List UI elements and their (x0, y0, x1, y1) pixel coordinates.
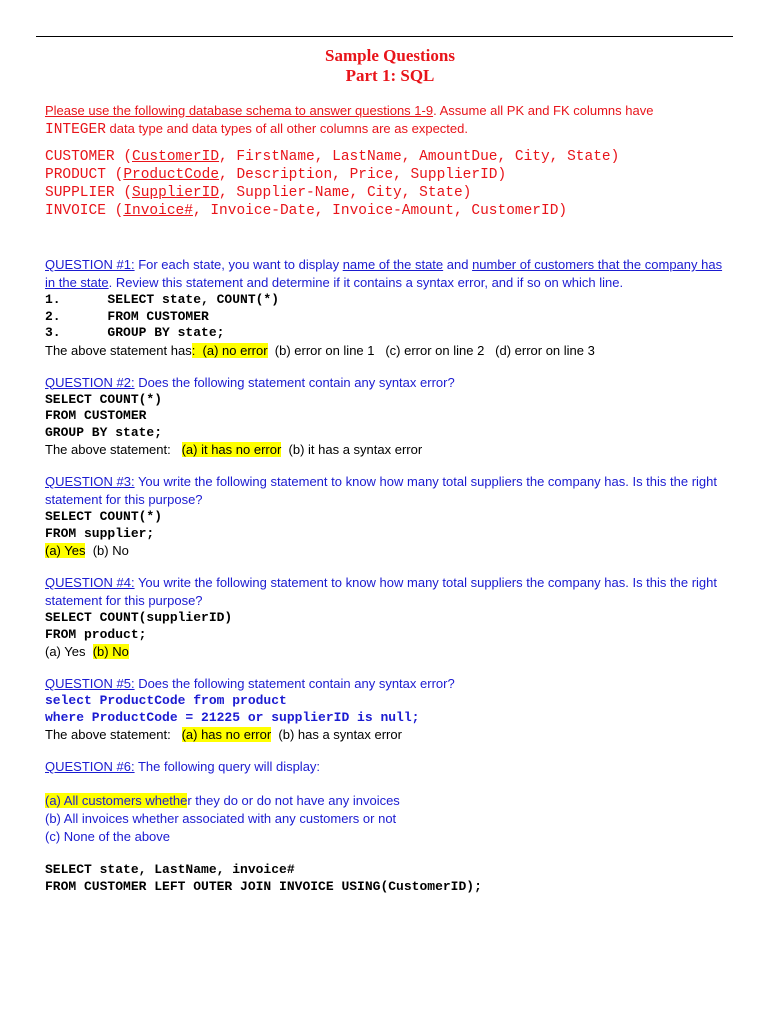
question-3-code-line-1: SELECT COUNT(*) (45, 509, 163, 524)
schema-line-customer: CUSTOMER (CustomerID, FirstName, LastName, AmountDue, City, State) (45, 149, 620, 165)
intro-integer: INTEGER (45, 122, 106, 138)
question-2-prompt: QUESTION #2: Does the following statement contain any syntax error? (45, 374, 455, 390)
page-subtitle: Part 1: SQL (345, 66, 435, 85)
question-3 (45, 473, 735, 560)
document-page (45, 46, 735, 895)
question-5 (45, 675, 735, 744)
question-1-code-line-1: 1. SELECT state, COUNT(*) (45, 292, 280, 307)
question-3-prompt: QUESTION #3: You write the following statement to know how many total suppliers the company has. Is this the right statement for this purpose? (45, 474, 718, 507)
question-5-prompt: QUESTION #5: Does the following statement contain any syntax error? (45, 676, 455, 691)
question-3-code-line-2: FROM supplier; (45, 525, 155, 541)
question-6-option-a: (a) All customers whether they do or do not have any invoices (45, 793, 400, 808)
question-4-answer: (a) Yes (b) No (45, 644, 129, 659)
question-6 (45, 758, 735, 895)
question-1-code-line-3: 3. GROUP BY state; (45, 325, 225, 340)
question-6-option-b: (b) All invoices whether associated with any customers or not (45, 811, 397, 826)
question-4-prompt: QUESTION #4: You write the following statement to know how many total suppliers the company has. Is this the right statement for this purpose? (45, 575, 718, 608)
intro-rest-2: data type and data types of all other columns are as expected. (105, 121, 468, 136)
schema-line-product: PRODUCT (ProductCode, Description, Price, SupplierID) (45, 167, 507, 183)
question-1-answer: The above statement has: (a) no error (b) error on line 1 (c) error on line 2 (d) error on line 3 (45, 342, 595, 358)
schema-line-supplier: SUPPLIER (SupplierID, Supplier-Name, City, State) (45, 185, 472, 201)
question-5-code-line-2: where ProductCode = 21225 or supplierID is null; (45, 709, 420, 725)
question-1-code-line-2: 2. FROM CUSTOMER (45, 308, 209, 324)
question-5-answer: The above statement: (a) has no error (b) has a syntax error (45, 727, 402, 742)
question-2-code-line-1: SELECT COUNT(*) (45, 391, 163, 407)
intro-paragraph (45, 102, 735, 139)
question-2-code-line-3: GROUP BY state; (45, 424, 163, 440)
question-1-prompt: QUESTION #1: For each state, you want to display name of the state and number of customers that the company has in the state. Review this statement and determine if it contains a syntax error, and if so on which line. (45, 257, 723, 290)
question-4 (45, 574, 735, 661)
schema-line-invoice: INVOICE (Invoice#, Invoice-Date, Invoice-Amount, CustomerID) (45, 203, 568, 219)
question-2-answer: The above statement: (a) it has no error (b) it has a syntax error (45, 442, 423, 457)
intro-rest-1: . Assume all PK and FK columns have (433, 103, 654, 118)
question-5-code-line-1: select ProductCode from product (45, 693, 287, 708)
question-1 (45, 256, 735, 360)
question-6-prompt: QUESTION #6: The following query will display: (45, 759, 321, 774)
question-6-option-c: (c) None of the above (45, 829, 171, 844)
top-horizontal-rule (36, 36, 733, 37)
question-2 (45, 374, 735, 460)
question-3-answer: (a) Yes (b) No (45, 543, 129, 558)
question-2-code-line-2: FROM CUSTOMER (45, 408, 147, 423)
question-6-code-line-2: FROM CUSTOMER LEFT OUTER JOIN INVOICE USING(CustomerID); (45, 878, 482, 894)
question-4-code-line-1: SELECT COUNT(supplierID) (45, 610, 233, 625)
schema-block (45, 148, 735, 220)
page-title: Sample Questions (325, 46, 455, 65)
question-4-code-line-2: FROM product; (45, 626, 147, 642)
intro-underlined: Please use the following database schema to answer questions 1-9 (45, 103, 434, 118)
question-6-code-line-1: SELECT state, LastName, invoice# (45, 862, 295, 877)
